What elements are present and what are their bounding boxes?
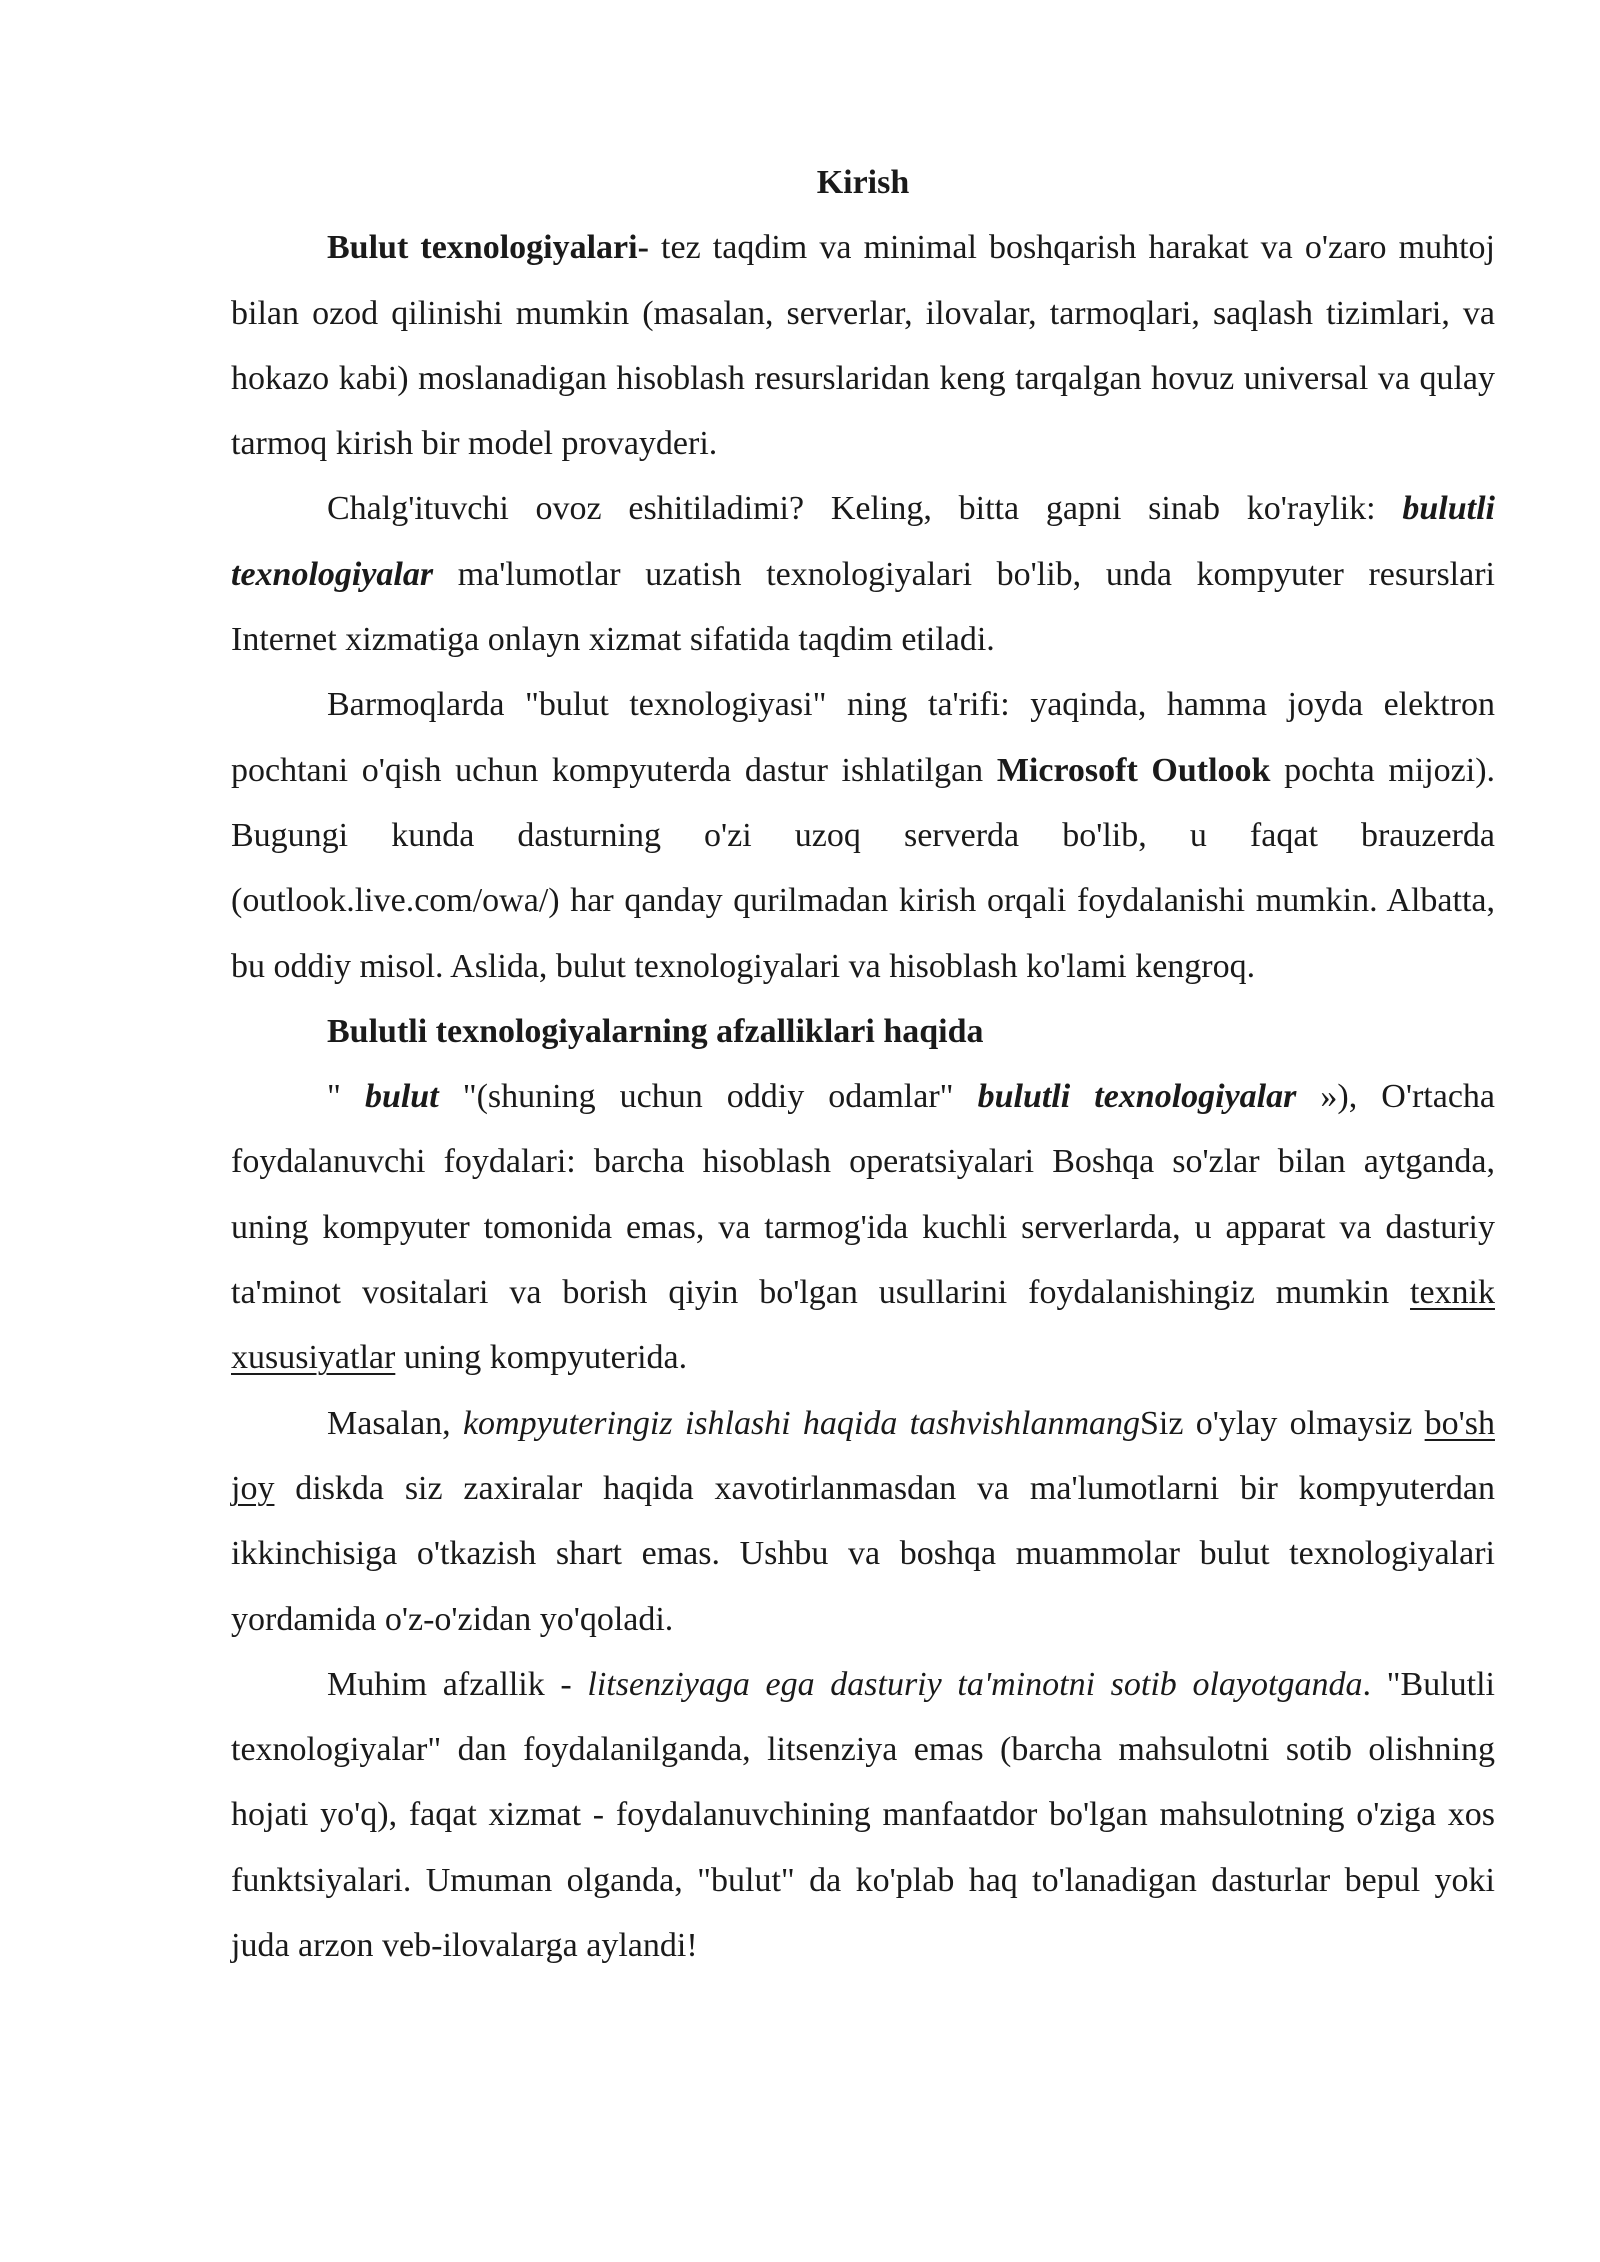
paragraph-text: Chalg'ituvchi ovoz eshitiladimi? Keling, bitta gapni sinab ko'raylik:: [327, 490, 1403, 528]
paragraph-text: »), O'rtacha foydalanuvchi foydalari: barcha hisoblash operatsiyalari Boshqa so'zlar bilan aytganda, uning kompyuter tomonida emas, va tarmog'ida kuchli serverlarda, u apparat va dasturiy ta'minot vositalari va borish qiyin bo'lgan usullarini foydalanishingiz mumkin: [231, 1078, 1495, 1312]
paragraph-text: . "Bulutli texnologiyalar" dan foydalanilganda, litsenziya emas (barcha mahsulotni sotib olishning hojati yo'q), faqat xizmat - foydalanuvchining manfaatdor bo'lgan mahsulotning o'ziga xos funktsiyalari. Umuman olganda, "bulut" da ko'plab haq to'lanadigan dasturlar bepul yoki juda arzon veb-ilovalarga aylandi!: [231, 1665, 1495, 1965]
paragraph-definition: [231, 215, 1495, 476]
paragraph-text: Siz o'ylay olmaysiz: [1140, 1404, 1425, 1442]
term-microsoft-outlook: Microsoft Outlook: [996, 751, 1271, 789]
paragraph-text: Barmoqlarda "bulut texnologiyasi" ning ta'rifi: yaqinda, hamma joyda elektron pochtani o'qish uchun kompyuterda dastur ishlatilgan: [231, 686, 1495, 789]
link-bosh-joy[interactable]: bo'sh joy: [231, 1404, 1495, 1507]
paragraph-text: uning kompyuterida.: [395, 1339, 688, 1377]
paragraph-text: ": [327, 1078, 365, 1116]
document-title: Kirish: [816, 164, 910, 201]
link-texnik-xususiyatlar[interactable]: texnik xususiyatlar: [231, 1274, 1495, 1377]
paragraph-text: tez taqdim va minimal boshqarish harakat va o'zaro muhtoj bilan ozod qilinishi mumkin (masalan, serverlar, ilovalar, tarmoqlari, saqlash tizimlari, va hokazo kabi) moslanadigan hisoblash resurslaridan keng tarqalgan hovuz universal va qulay tarmoq kirish bir model provayderi.: [231, 229, 1495, 463]
paragraph-text: Muhim afzallik -: [327, 1665, 588, 1703]
paragraph-text: ma'lumotlar uzatish texnologiyalari bo'lib, unda kompyuter resurslari Internet xizmatiga onlayn xizmat sifatida taqdim etiladi.: [231, 555, 1495, 659]
paragraph-simple-definition: [231, 476, 1495, 672]
paragraph-licensing: [231, 1652, 1495, 1978]
paragraph-advantages: [231, 1064, 1495, 1390]
paragraph-text: pochta mijozi). Bugungi kunda dasturning o'zi uzoq serverda bo'lib, u faqat brauzerda (outlook.live.com/owa/) har qanday qurilmadan kirish orqali foydalanishi mumkin. Albatta, bu oddiy misol. Aslida, bulut texnologiyalari va hisoblash ko'lami kengroq.: [231, 751, 1496, 985]
paragraph-example: [231, 672, 1495, 998]
document-body: [231, 150, 1495, 1978]
term-bulutli-texnologiyalar: bulutli texnologiyalar: [231, 490, 1495, 593]
paragraph-text: Masalan,: [327, 1404, 463, 1442]
paragraph-text: diskda siz zaxiralar haqida xavotirlanmasdan va ma'lumotlarni bir kompyuterdan ikkinchisiga o'tkazish shart emas. Ushbu va boshqa muammolar bulut texnologiyalari yordamida o'z-o'zidan yo'qoladi.: [231, 1469, 1495, 1638]
italic-phrase: litsenziyaga ega dasturiy ta'minotni sotib olayotganda: [587, 1665, 1363, 1703]
term-bulutli-texnologiyalar: bulutli texnologiyalar: [977, 1078, 1297, 1116]
paragraph-text: "(shuning uchun oddiy odamlar": [438, 1078, 978, 1116]
paragraph-storage: [231, 1391, 1495, 1652]
term-bulut: bulut: [364, 1078, 439, 1116]
italic-phrase: kompyuteringiz ishlashi haqida tashvishlanmang: [462, 1404, 1141, 1442]
term-bulut-texnologiyalari: Bulut texnologiyalari-: [327, 229, 649, 267]
section-heading: Bulutli texnologiyalarning afzalliklari haqida: [327, 1012, 984, 1050]
